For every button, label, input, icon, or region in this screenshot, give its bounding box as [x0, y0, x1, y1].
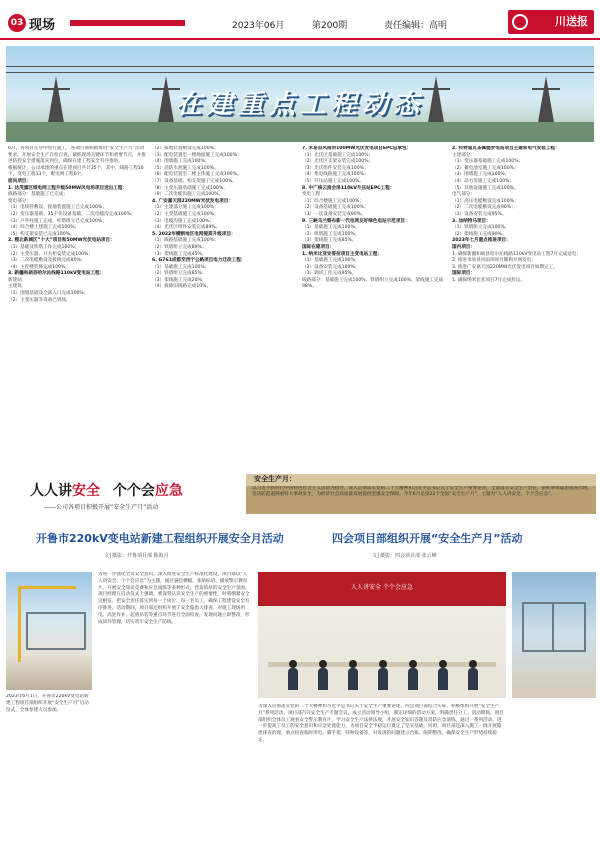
column-paragraph: （2）主变压器等设备已到场。 — [8, 297, 71, 303]
column-paragraph: （5）消防水池施工完成100%。 — [152, 165, 219, 171]
issue-number: 第200期 — [312, 21, 348, 31]
site-photo — [512, 572, 596, 698]
column-paragraph: （4）围墙施工完成100%； — [152, 159, 210, 165]
column-paragraph: （1）线路基础施工完成100%； — [152, 238, 219, 244]
campaign-slogan — [30, 480, 183, 500]
column-subheading: 3. 加纳特马项目： — [452, 218, 491, 224]
banner-title: 在建重点工程动态 — [175, 90, 424, 120]
column-subheading: 2023年七月重点推进项目： — [452, 238, 511, 244]
column-paragraph: （1）基础施工完成100%； — [152, 264, 210, 270]
news-column-3 — [302, 146, 446, 468]
person-figure — [348, 668, 358, 690]
column-subheading: 2. 科特迪瓦圣佩德罗电站项目主建和电气安装工程： — [452, 146, 560, 151]
column-paragraph: （8）主变压器基础施工完成100%。 — [152, 185, 228, 191]
safety-month-body: 以习近平新时代中国特色社会主义思想为指导，深入贯彻落实党的二十大精神和习近平总书记关于安全生产重要论述，全面落实安全生产责任，狠抓事故隐患排查治理，坚决防范遏制重特大事故发生，为经济社会高质量发展提供坚强安全保障。今年6月是第22个全国“安全生产月”，主题为“人人讲安全、个个会应急”。 — [252, 486, 592, 497]
column-paragraph: （1）基础及铁塔工作完成100%； — [8, 244, 80, 250]
column-paragraph: （3）户外柱施工完成，杆塔组立已完成100%； — [8, 218, 107, 224]
article-byline-kailu: 文│摄影：开鲁项目部 陈海月 — [104, 553, 169, 559]
slogan-part: 个个会 — [112, 483, 155, 499]
slogan-subtitle: ——公司各项目积极开展“安全生产月”活动 — [44, 504, 159, 511]
column-paragraph: 1. 确保纳米比亚项目7月完成投运。 — [452, 277, 526, 283]
column-subheading: 国际在建项目： — [302, 244, 335, 250]
column-paragraph: （6）配电装置室二楼主体施工完成100%。 — [152, 172, 242, 178]
person-figure — [318, 668, 328, 690]
slogan-highlight: 应急 — [154, 483, 183, 499]
person-figure — [288, 668, 298, 690]
column-subheading: 6. G761成都至西宁公路项目电力迁改工程： — [152, 258, 246, 264]
column-paragraph: （3）配电装置室一楼地面施工完成100%； — [152, 152, 242, 158]
slogan-part: 人人讲 — [30, 483, 72, 499]
section-name: 现场 — [29, 18, 56, 33]
column-paragraph: （2）变压器基础、35千伏设备基础、二次电缆沟完成100%； — [8, 211, 136, 217]
column-paragraph: （2）二次电缆敷设完成90%； — [452, 205, 516, 211]
column-paragraph: （2）设备安装完成100%； — [302, 264, 360, 270]
column-paragraph: （1）基础施工完成100%； — [302, 258, 360, 264]
column-paragraph: （2）主变基础施工完成100%； — [152, 211, 219, 217]
column-paragraph: 线路部分：基础施工已完成； — [8, 192, 68, 198]
crane-jib — [18, 586, 76, 589]
column-paragraph: （4）主控楼装修完成100%。 — [8, 264, 70, 270]
logo-text: 川送报 — [555, 15, 588, 28]
column-paragraph: （1）综合楼施工完成100%； — [302, 198, 364, 204]
column-subheading: 国际项目： — [452, 271, 475, 277]
construction-photo — [6, 572, 92, 690]
column-paragraph: （3）电缆沟施工完成100%； — [152, 218, 214, 224]
column-paragraph: （4）动力房施工完成100%； — [452, 178, 514, 184]
power-line — [6, 72, 594, 73]
column-subheading: 5. 2022年横断地区电网提质升级项目： — [152, 231, 236, 237]
person-figure — [378, 668, 388, 690]
column-paragraph: （1）变压器基础施工完成100%； — [452, 159, 524, 165]
page-number-badge: 03 — [8, 14, 26, 32]
column-paragraph: 线路部分：基础施工完成100%，铁塔组立完成100%，架线施工完成98%。 — [302, 277, 444, 290]
column-paragraph: （4）集电线路施工完成100%； — [302, 172, 369, 178]
column-subheading: 4. 广安嘉天园220MW光伏发电项目： — [152, 198, 233, 204]
column-subheading: 1. 达茂旗区域电网工程升级50MW风电场项目送出工程： — [8, 185, 128, 191]
page-header — [0, 0, 600, 40]
column-paragraph: （3）围墙施工完成100%； — [452, 172, 510, 178]
column-paragraph: （2）组塔施工完成100%； — [302, 231, 360, 237]
column-subheading: 国内项目： — [452, 244, 475, 250]
logo-mark-icon — [512, 14, 528, 30]
column-paragraph: 新建站： — [8, 277, 27, 283]
news-column-4 — [452, 146, 594, 468]
column-paragraph: （5）其他设施施工完成100%。 — [452, 185, 519, 191]
editor-credit: 责任编辑：高明 — [384, 21, 448, 31]
column-paragraph: （2）铁塔组立完成85%； — [152, 271, 207, 277]
column-paragraph: （3）设备安装完成95%。 — [452, 211, 507, 217]
column-paragraph: （3）一次设备安装完成80%。 — [302, 211, 366, 217]
slogan-highlight: 安全 — [72, 483, 100, 499]
power-line — [6, 66, 594, 67]
column-paragraph: （1）电线管敷设、接地装置施工已完成100%； — [8, 205, 107, 211]
column-paragraph: （2）设备基础施工完成100%； — [302, 205, 369, 211]
safety-box-cap — [246, 474, 596, 486]
safety-month-title: 安全生产月： — [254, 475, 296, 483]
ceremony-photo — [258, 572, 506, 698]
column-paragraph: （3）架线施工完成20%； — [152, 277, 207, 283]
column-paragraph: （3）光伏组件安装完成100%； — [302, 165, 369, 171]
stage-banner-text: 人人讲安全 个个会应急 — [351, 584, 413, 591]
column-paragraph: （2）铁塔组立完成89%； — [152, 244, 207, 250]
column-subheading: 7. 米易县风雨坝100MW光伏发电项目EPC总承包： — [302, 146, 412, 151]
column-subheading: 1. 纳米比亚安哥拉项目主变电站工程： — [302, 251, 383, 257]
article-title-sihui: 四会项目部组织开展“安全生产月”活动 — [332, 532, 523, 545]
column-subheading: 9. 三峡乌兰察布新一代电网友好绿色电站示范项目： — [302, 218, 410, 224]
column-paragraph: （7）设备基础、构支架施工完成100%。 — [152, 178, 237, 184]
article-title-kailu: 开鲁市220kV变电站新建工程组织开展安全月活动 — [36, 532, 284, 545]
column-paragraph: （5）构支架安装已完成100%。 — [8, 231, 75, 237]
landscape-hills — [6, 122, 594, 142]
newspaper-logo — [508, 10, 594, 34]
photo-caption-kailu: 2023年6月1日，开鲁市220kV变电站新建工程项目部组织开展“安全生产月”启动仪式，全体参建人员参加。 — [6, 694, 89, 713]
column-paragraph: 主建部分： — [452, 152, 475, 158]
column-paragraph: 主建筑： — [8, 284, 27, 290]
column-paragraph: 变电部分： — [8, 198, 31, 204]
column-paragraph: （1）光伏区基础施工完成100%； — [302, 152, 374, 158]
column-paragraph: 根据统计，公司承建的重点在建项目共计35个，其中，线路工程16个，变电工程13个，配电网工程6个。 — [8, 165, 144, 178]
column-paragraph: （3）二次电缆敷设及接线完成80%； — [8, 258, 86, 264]
column-paragraph: （2）架线施工完成90%。 — [452, 231, 507, 237]
person-figure — [468, 668, 478, 690]
column-subheading: 面向项目： — [8, 178, 31, 184]
column-paragraph: （1）基础施工完成100%； — [302, 225, 360, 231]
column-paragraph: （2）蓄电池室施工完成100%； — [452, 165, 519, 171]
column-paragraph: （1）铁塔组立完成100%； — [452, 225, 510, 231]
section-banner — [6, 46, 594, 142]
column-paragraph: 3. 推进广安嘉天园220MW光伏发电项目如期完工。 — [452, 264, 558, 270]
column-paragraph: （2）主变压器、开关柜安装完成100%； — [8, 251, 93, 257]
column-paragraph: 6月，各项目在序中进行施工，各项目部积极推进“安全生产月”活动要求，开展安全生产自检自查，紧抓现场关键环节和重要节点，并推进防控安全措施落实到位，确保在建工程安全有序推进。 — [8, 146, 146, 165]
column-paragraph: （3）架线施工完成45%。 — [152, 251, 207, 257]
column-paragraph: （9）二次电缆沟施工完成100%。 — [152, 192, 224, 198]
column-subheading: 8. 中广核云南会泽110kV升压站EPC工程： — [302, 185, 395, 191]
steel-frame — [522, 602, 586, 652]
column-paragraph: 变电工程： — [302, 192, 325, 198]
article-byline-sihui: 文│摄影：四会项目部 张云峰 — [372, 553, 437, 559]
person-figure — [438, 668, 448, 690]
column-paragraph: 电气部分： — [452, 192, 475, 198]
person-figure — [408, 668, 418, 690]
article-body-sihui: 为深入贯彻落实党的二十大精神和习近平总书记关于安全生产重要论述，四会项目部结合实际，积极组织开展“安全生产月”系列活动。项目部召开安全生产专题会议，成立活动领导小组，制定详细的活动方案，明确责任分工。活动期间，项目部组织全体员工观看安全警示教育片，学习安全生产法律法规，开展安全知识答题及消防应急演练。通过一系列活动，进一步提高了员工的安全意识和应急处置能力，为项目安全平稳运行奠定了坚实基础。同时，项目部还深入施工一线开展隐患排查治理，重点检查临时用电、脚手架、特种设备等，对发现的问题建立台账、限期整改，确保安全生产形势持续稳定。 — [258, 704, 504, 743]
column-paragraph: （1）高压电缆敷设完成100%； — [452, 198, 519, 204]
column-paragraph: （4）拆除旧线路完成10%。 — [152, 284, 212, 290]
column-paragraph: 1. 确保新疆和硕县哈尔沁线路110kV变电站工程7月完成送电； — [452, 251, 581, 257]
issue-date: 2023年06月 — [232, 21, 285, 31]
column-paragraph: （5）升压站施工完成100%。 — [302, 178, 364, 184]
column-paragraph: （2）光伏区支架安装完成100%； — [302, 159, 374, 165]
news-column-2 — [152, 146, 296, 468]
column-paragraph: （2）接地装置敷设完成100%； — [152, 146, 219, 151]
column-subheading: 3. 新疆和硕县哈尔沁线路110kV变电站工程： — [8, 271, 105, 277]
article-body-kailu: 为进一步强化全员安全意识，深入推进安全生产标准化建设，项目部以“人人讲安全、个个会应急”为主题，通过悬挂横幅、张贴标语、播放警示教育片、开展安全知识竞赛和应急演练等多种形式，营造浓厚的安全生产氛围。项目经理在启动仪式上强调，要深刻认识安全生产的重要性，时刻绷紧安全这根弦，把安全责任落实到每一个岗位、每一名员工，确保工程建设安全有序推进。活动期间，项目部还组织开展了安全隐患大排查，对施工现场用电、高处作业、起重吊装等重点环节进行全面检查，发现问题立即整改，形成闭环管理，切实筑牢安全生产防线。 — [98, 572, 250, 625]
column-paragraph: （1）围墙基础及全部入口完成100%； — [8, 291, 89, 297]
crane-mast — [18, 586, 21, 662]
steel-frame — [26, 612, 86, 650]
column-paragraph: （1）主建部分施工完成100%； — [152, 205, 219, 211]
column-paragraph: （3）架线施工完成85%。 — [302, 238, 357, 244]
steel-post — [552, 602, 554, 652]
column-paragraph: （4）综合楼土建施工完成100%； — [8, 225, 80, 231]
column-subheading: 2. 稷北新城区“十大”项目和50MW光伏电站项目： — [8, 238, 115, 244]
column-paragraph: （4）光伏区组件安装完成89%。 — [152, 225, 221, 231]
column-paragraph: （3）调试工作完成95%。 — [302, 271, 357, 277]
news-column-1 — [8, 146, 146, 468]
section-divider-bar — [70, 20, 185, 26]
column-paragraph: 2. 推进米易县风雨坝项目顺利并网发电； — [452, 258, 536, 264]
